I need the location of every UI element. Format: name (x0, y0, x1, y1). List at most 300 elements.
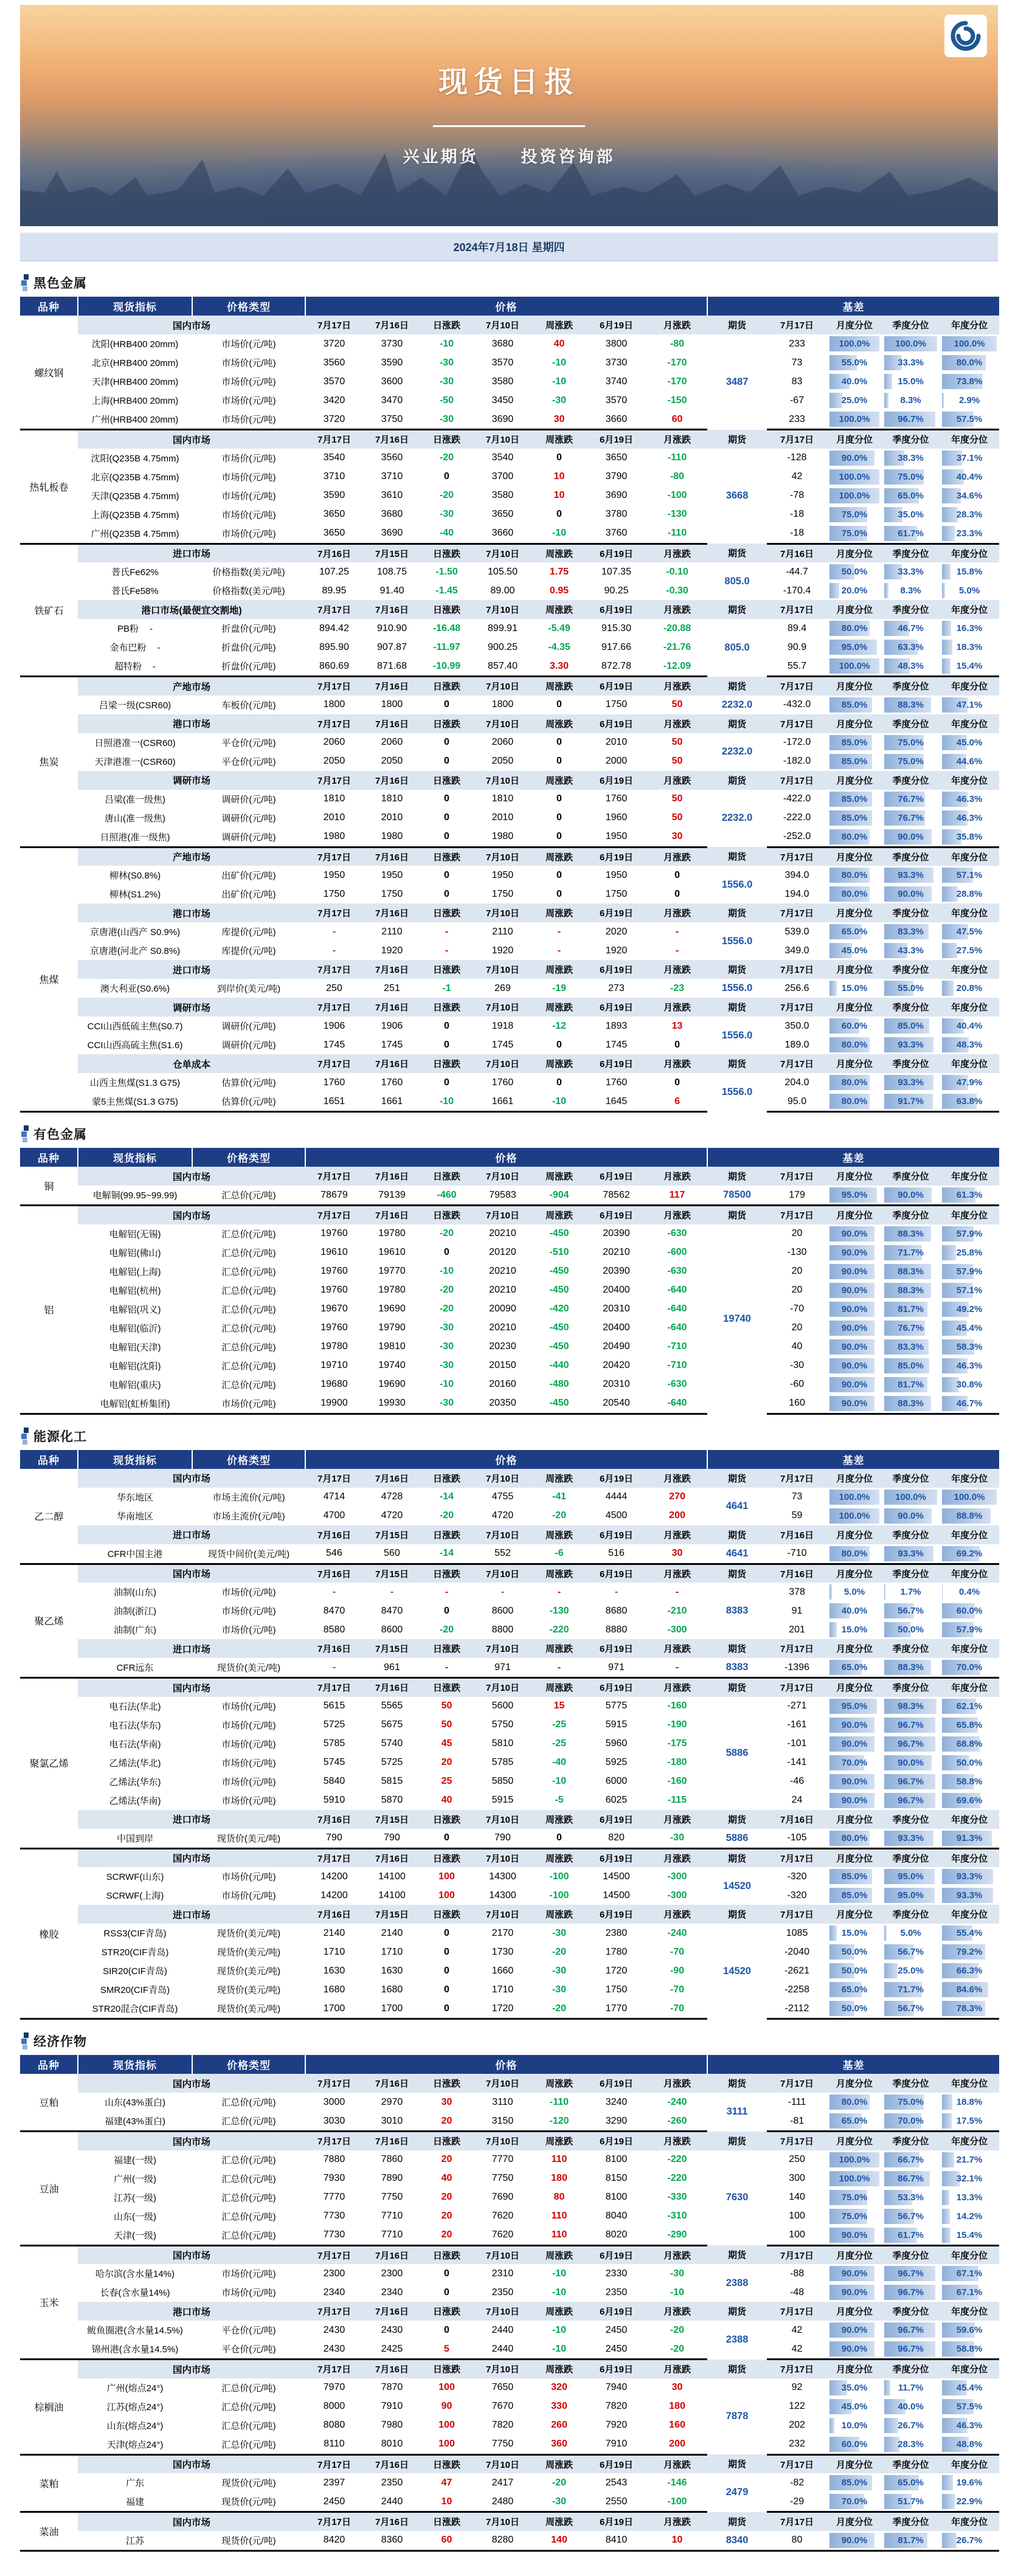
table-row (20, 2226, 999, 2246)
change-cell: 50 (647, 696, 707, 714)
percentile-value: 11.7% (898, 2383, 924, 2393)
price-cell: 1950 (363, 866, 421, 885)
price-type-cell: 市场价(元/吨) (192, 1735, 305, 1753)
change-cell: 0 (421, 1829, 473, 1849)
column-header: 7月17日 (767, 714, 827, 733)
column-header: 7月10日 (473, 430, 533, 449)
price-cell: 3660 (586, 410, 647, 430)
percentile-value: 20.0% (842, 585, 868, 596)
column-header: 年度分位 (940, 2245, 999, 2264)
price-cell: 1661 (363, 1092, 421, 1112)
price-type-cell: 汇总价(元/吨) (192, 2397, 305, 2416)
market-label: 国内市场 (78, 1848, 305, 1867)
percentile-cell (827, 1281, 882, 1300)
indicator-cell: 广州(HRB400 20mm) (78, 410, 192, 430)
basis-cell: 42 (767, 2339, 827, 2360)
percentile-cell (882, 486, 940, 505)
change-cell: -460 (421, 1186, 473, 1206)
column-header: 7月16日 (363, 2302, 421, 2321)
percentile-cell (827, 2150, 882, 2169)
commodity-name-cell: 焦炭 (20, 677, 78, 848)
column-header: 7月17日 (767, 1848, 827, 1867)
percentile-cell (882, 619, 940, 638)
price-cell: 2110 (363, 922, 421, 941)
percentile-cell (827, 752, 882, 771)
column-header: 月涨跌 (647, 1525, 707, 1544)
price-cell: 1651 (305, 1092, 363, 1112)
percentile-bar (942, 621, 951, 636)
price-cell: 2450 (586, 2339, 647, 2360)
column-header: 7月10日 (473, 2360, 533, 2378)
column-header: 7月16日 (363, 1054, 421, 1073)
price-cell: 1980 (363, 827, 421, 848)
percentile-cell (940, 1829, 999, 1849)
price-type-cell: 汇总价(元/吨) (192, 1243, 305, 1262)
percentile-cell (940, 468, 999, 486)
column-header: 日涨跌 (421, 677, 473, 696)
change-cell: -14 (421, 1544, 473, 1564)
org-name: 兴业期货 (403, 148, 479, 166)
basis-cell: 539.0 (767, 922, 827, 941)
price-cell: 14100 (363, 1886, 421, 1905)
column-header: 月涨跌 (647, 2074, 707, 2093)
percentile-value: 15.0% (842, 983, 868, 993)
basis-cell: -161 (767, 1716, 827, 1735)
percentile-value: 15.0% (842, 1928, 868, 1938)
percentile-cell (827, 410, 882, 430)
column-header: 6月19日 (586, 600, 647, 619)
change-cell: -10 (421, 1262, 473, 1281)
percentile-value: 57.1% (957, 870, 983, 880)
price-cell: 3690 (363, 524, 421, 544)
change-cell: -160 (647, 1772, 707, 1791)
price-cell: 19930 (363, 1394, 421, 1414)
market-subheader-row (20, 771, 999, 790)
indicator-cell: 电解铝(重庆) (78, 1375, 192, 1394)
section-title-label: 能源化工 (33, 1427, 87, 1445)
table-row (20, 1980, 999, 1999)
table-row (20, 2397, 999, 2416)
market-label: 产地市场 (78, 677, 305, 696)
price-cell: 3800 (586, 334, 647, 353)
percentile-value: 60.0% (957, 1606, 983, 1616)
basis-cell: 250 (767, 2150, 827, 2169)
percentile-cell (940, 790, 999, 809)
price-cell: 7750 (363, 2188, 421, 2207)
price-cell: 1745 (305, 1035, 363, 1054)
futures-price-cell: 8383 (707, 1658, 767, 1678)
section-title-label: 经济作物 (33, 2032, 87, 2050)
percentile-value: 78.3% (957, 2003, 983, 2014)
indicator-cell: 鲅鱼圈港(含水量14.5%) (78, 2321, 192, 2339)
percentile-value: 45.4% (957, 2383, 983, 2393)
basis-cell: 122 (767, 2397, 827, 2416)
indicator-cell: 山东(熔点24°) (78, 2416, 192, 2435)
column-header: 7月17日 (767, 2454, 827, 2473)
table-row (20, 334, 999, 353)
column-header: 周涨跌 (533, 600, 586, 619)
basis-cell: 160 (767, 1394, 827, 1414)
column-header: 6月19日 (586, 847, 647, 866)
column-header: 6月19日 (586, 1678, 647, 1697)
change-cell: -30 (421, 1394, 473, 1414)
change-cell: -50 (421, 391, 473, 410)
percentile-value: 70.0% (957, 1662, 983, 1673)
percentile-value: 80.0% (842, 1833, 868, 1843)
column-header: 7月10日 (473, 1905, 533, 1924)
indicator-cell: 广东 (78, 2473, 192, 2492)
percentile-cell (940, 1716, 999, 1735)
percentile-value: 88.3% (898, 700, 924, 710)
change-cell: 50 (647, 790, 707, 809)
price-cell: 7910 (586, 2435, 647, 2455)
column-header: 季度分位 (882, 771, 940, 790)
percentile-cell (882, 809, 940, 827)
basis-cell: -271 (767, 1697, 827, 1716)
percentile-cell (827, 1867, 882, 1886)
percentile-value: 15.4% (957, 2230, 983, 2240)
price-cell: 3600 (363, 372, 421, 391)
percentile-value: 69.2% (957, 1549, 983, 1559)
column-header: 7月17日 (767, 600, 827, 619)
percentile-bar (942, 2494, 955, 2509)
table-row (20, 1544, 999, 1564)
column-header: 7月17日 (767, 1639, 827, 1658)
percentile-cell (882, 1488, 940, 1507)
basis-cell: 179 (767, 1186, 827, 1206)
price-cell: 8410 (586, 2531, 647, 2551)
price-cell: 2000 (586, 752, 647, 771)
percentile-cell (882, 657, 940, 677)
percentile-cell (882, 1544, 940, 1564)
price-cell: 19770 (363, 1262, 421, 1281)
price-cell: 20210 (473, 1319, 533, 1338)
change-cell: 0 (421, 696, 473, 714)
column-header: 周涨跌 (533, 1678, 586, 1697)
percentile-value: 15.0% (842, 1625, 868, 1635)
change-cell: 0 (421, 1961, 473, 1980)
futures-price-cell: 805.0 (707, 619, 767, 677)
change-cell: - (421, 941, 473, 960)
basis-cell: -2112 (767, 1999, 827, 2019)
table-row (20, 353, 999, 372)
percentile-value: 96.7% (898, 2344, 924, 2354)
price-cell: 19670 (305, 1300, 363, 1319)
basis-cell: -29 (767, 2492, 827, 2512)
percentile-value: 88.3% (898, 1398, 924, 1409)
market-subheader-row (20, 1167, 999, 1186)
column-header: 7月10日 (473, 1167, 533, 1186)
change-cell: - (647, 1583, 707, 1601)
price-cell: 2380 (586, 1924, 647, 1942)
percentile-cell (940, 562, 999, 581)
change-cell: - (533, 1583, 586, 1601)
column-header: 年度分位 (940, 2132, 999, 2150)
column-header: 7月15日 (363, 1905, 421, 1924)
basis-cell: -30 (767, 1356, 827, 1375)
price-type-cell: 市场价(元/吨) (192, 1394, 305, 1414)
column-header: 季度分位 (882, 2245, 940, 2264)
price-table (20, 297, 999, 1113)
change-cell: 0 (421, 1924, 473, 1942)
column-header: 6月19日 (586, 903, 647, 922)
change-cell: 100 (421, 2416, 473, 2435)
table-row (20, 1488, 999, 1507)
column-header: 期货 (707, 1564, 767, 1583)
price-cell: 5960 (586, 1735, 647, 1753)
column-header: 7月10日 (473, 960, 533, 979)
percentile-cell (827, 1942, 882, 1961)
basis-cell: -422.0 (767, 790, 827, 809)
market-subheader-row (20, 1054, 999, 1073)
change-cell: 80 (533, 2188, 586, 2207)
change-cell: 110 (533, 2226, 586, 2246)
price-cell: 2970 (363, 2093, 421, 2112)
percentile-value: 93.3% (957, 1890, 983, 1901)
percentile-cell (882, 1300, 940, 1319)
price-cell: 3700 (473, 468, 533, 486)
table-row (20, 1186, 999, 1206)
change-cell: -20 (421, 1281, 473, 1300)
change-cell: 5 (421, 2339, 473, 2360)
price-cell: 3540 (305, 449, 363, 468)
column-header: 季度分位 (882, 2302, 940, 2321)
column-header: 周涨跌 (533, 316, 586, 334)
column-header: 7月16日 (363, 847, 421, 866)
report-title: 现货日报 (20, 58, 998, 100)
change-cell: -640 (647, 1319, 707, 1338)
column-header: 季度分位 (882, 1678, 940, 1697)
change-cell: 0 (533, 866, 586, 885)
price-cell: 894.42 (305, 619, 363, 638)
table-header-row (20, 1450, 999, 1469)
column-header: 日涨跌 (421, 544, 473, 562)
percentile-cell (827, 1716, 882, 1735)
percentile-cell (827, 696, 882, 714)
price-type-cell: 市场价(元/吨) (192, 2283, 305, 2302)
price-type-header: 价格类型 (192, 1450, 305, 1469)
price-cell: 7650 (473, 2378, 533, 2397)
column-header: 7月17日 (305, 1678, 363, 1697)
column-header: 季度分位 (882, 430, 940, 449)
table-row (20, 1886, 999, 1905)
percentile-cell (940, 2397, 999, 2416)
percentile-value: 80.0% (842, 889, 868, 899)
column-header: 月涨跌 (647, 430, 707, 449)
percentile-cell (940, 2492, 999, 2512)
price-cell: 4500 (586, 1507, 647, 1525)
price-cell: 1950 (305, 866, 363, 885)
column-header: 年度分位 (940, 1469, 999, 1488)
market-label: 国内市场 (78, 1678, 305, 1697)
percentile-value: 85.0% (842, 1871, 868, 1882)
column-header: 年度分位 (940, 2302, 999, 2321)
price-type-header: 价格类型 (192, 1148, 305, 1167)
price-cell: 19760 (305, 1319, 363, 1338)
column-header: 年度分位 (940, 1639, 999, 1658)
column-header: 周涨跌 (533, 1206, 586, 1224)
percentile-cell (940, 2531, 999, 2551)
percentile-value: 45.0% (957, 737, 983, 748)
price-cell: 20400 (586, 1281, 647, 1300)
percentile-cell (882, 866, 940, 885)
indicator-cell: 天津(熔点24°) (78, 2435, 192, 2455)
percentile-cell (882, 2339, 940, 2360)
percentile-cell (940, 752, 999, 771)
change-cell: 60 (647, 410, 707, 430)
market-subheader-row (20, 1564, 999, 1583)
change-cell: 20 (421, 2226, 473, 2246)
price-cell: 1960 (586, 809, 647, 827)
percentile-cell (827, 2492, 882, 2512)
basis-cell: -111 (767, 2093, 827, 2112)
price-cell: 3570 (586, 391, 647, 410)
percentile-value: 85.0% (842, 1890, 868, 1901)
market-label: 港口市场(最便宜交割地) (78, 600, 305, 619)
percentile-cell (940, 2283, 999, 2302)
price-cell: 14200 (305, 1867, 363, 1886)
percentile-value: 90.0% (842, 2268, 868, 2279)
percentile-value: 95.0% (842, 642, 868, 652)
change-cell: -180 (647, 1753, 707, 1772)
percentile-value: 90.0% (898, 1190, 924, 1200)
percentile-value: 57.1% (957, 1285, 983, 1296)
percentile-cell (882, 2283, 940, 2302)
futures-price-cell: 4641 (707, 1544, 767, 1564)
percentile-value: 58.8% (957, 2344, 983, 2354)
column-header: 日涨跌 (421, 316, 473, 334)
column-header: 7月16日 (305, 1905, 363, 1924)
percentile-value: 65.8% (957, 1720, 983, 1730)
change-cell: -146 (647, 2473, 707, 2492)
price-table (20, 1450, 999, 2020)
percentile-bar (884, 2418, 898, 2433)
table-row (20, 562, 999, 581)
price-cell: 19710 (305, 1356, 363, 1375)
price-cell: 8600 (473, 1601, 533, 1620)
indicator-cell: 福建(43%蛋白) (78, 2112, 192, 2132)
table-row (20, 866, 999, 885)
change-cell: -300 (647, 1620, 707, 1639)
column-header: 月涨跌 (647, 1810, 707, 1829)
price-type-cell: 汇总价(元/吨) (192, 2416, 305, 2435)
column-header: 7月16日 (305, 544, 363, 562)
price-cell: 79139 (363, 1186, 421, 1206)
column-header: 月度分位 (827, 903, 882, 922)
price-cell: 3000 (305, 2093, 363, 2112)
price-table (20, 2055, 999, 2552)
column-header: 7月10日 (473, 1206, 533, 1224)
column-header: 月涨跌 (647, 1054, 707, 1073)
price-cell: 19610 (305, 1243, 363, 1262)
percentile-value: 65.0% (842, 1984, 868, 1995)
percentile-cell (827, 1488, 882, 1507)
change-cell: -40 (421, 524, 473, 544)
table-row (20, 1262, 999, 1281)
change-cell: -14 (421, 1488, 473, 1507)
change-cell: -20 (533, 1999, 586, 2019)
change-cell: 0 (533, 1035, 586, 1054)
percentile-value: 43.3% (898, 945, 924, 956)
percentile-cell (827, 2207, 882, 2226)
percentile-cell (827, 353, 882, 372)
percentile-value: 50.0% (898, 1625, 924, 1635)
change-cell: -19 (533, 979, 586, 998)
price-cell: 2010 (363, 809, 421, 827)
price-cell: 7910 (363, 2397, 421, 2416)
percentile-cell (827, 2283, 882, 2302)
percentile-bar (942, 658, 950, 674)
column-header: 7月17日 (305, 2074, 363, 2093)
percentile-value: 100.0% (954, 1492, 985, 1502)
market-label: 进口市场 (78, 1525, 305, 1544)
basis-cell: -2040 (767, 1942, 827, 1961)
column-header: 季度分位 (882, 714, 940, 733)
percentile-value: 90.0% (842, 2325, 868, 2335)
column-header: 年度分位 (940, 1564, 999, 1583)
percentile-value: 15.8% (957, 567, 983, 577)
column-header: 6月19日 (586, 544, 647, 562)
column-header: 7月10日 (473, 2512, 533, 2531)
change-cell: 0 (421, 866, 473, 885)
table-row (20, 733, 999, 752)
basis-cell: 91 (767, 1601, 827, 1620)
percentile-value: 90.0% (842, 1323, 868, 1333)
percentile-cell (882, 581, 940, 600)
change-cell: 30 (647, 827, 707, 848)
percentile-value: 90.0% (898, 1758, 924, 1768)
column-header: 7月10日 (473, 316, 533, 334)
percentile-cell (882, 524, 940, 544)
price-cell: 2450 (305, 2492, 363, 2512)
indicator-cell: 京唐港(山西产 S0.9%) (78, 922, 192, 941)
price-cell: 2110 (473, 922, 533, 941)
indicator-cell: 乙烯法(华北) (78, 1753, 192, 1772)
percentile-cell (940, 2112, 999, 2132)
table-row (20, 827, 999, 848)
column-header: 月涨跌 (647, 1678, 707, 1697)
futures-price-cell: 5886 (707, 1697, 767, 1810)
column-header: 周涨跌 (533, 1167, 586, 1186)
indicator-header: 现货指标 (78, 1148, 192, 1167)
percentile-bar (884, 1925, 887, 1941)
column-header: 日涨跌 (421, 1905, 473, 1924)
indicator-cell: 电石法(华东) (78, 1716, 192, 1735)
price-cell: 2425 (363, 2339, 421, 2360)
price-type-cell: 市场价(元/吨) (192, 449, 305, 468)
column-header: 期货 (707, 2074, 767, 2093)
price-cell: 78562 (586, 1186, 647, 1206)
market-subheader-row (20, 544, 999, 562)
change-cell: 0 (533, 790, 586, 809)
column-header: 月度分位 (827, 1564, 882, 1583)
price-cell: 90.25 (586, 581, 647, 600)
percentile-value: 63.8% (957, 1096, 983, 1107)
column-header: 月度分位 (827, 2360, 882, 2378)
basis-cell: -710 (767, 1544, 827, 1564)
percentile-value: 46.3% (957, 794, 983, 804)
table-row (20, 391, 999, 410)
percentile-value: 68.8% (957, 1739, 983, 1749)
price-type-cell: 市场价(元/吨) (192, 353, 305, 372)
change-cell: 270 (647, 1488, 707, 1507)
percentile-value: 93.3% (898, 1077, 924, 1088)
price-cell: 5745 (305, 1753, 363, 1772)
percentile-value: 90.0% (842, 1229, 868, 1239)
basis-cell: -46 (767, 1772, 827, 1791)
column-header: 月度分位 (827, 2302, 882, 2321)
market-label: 国内市场 (78, 2132, 305, 2150)
